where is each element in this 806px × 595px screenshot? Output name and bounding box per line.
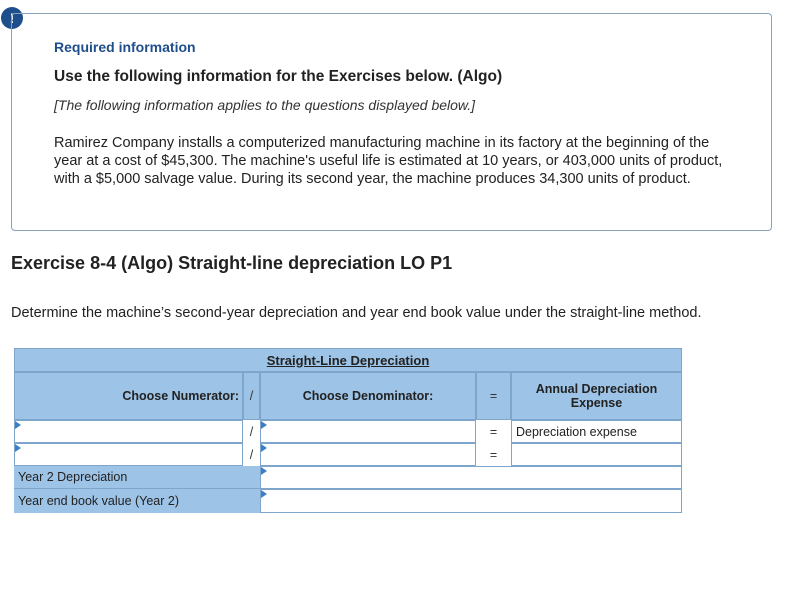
header-equals: = bbox=[476, 372, 511, 420]
dropdown-marker-icon bbox=[261, 421, 267, 429]
row1-slash: / bbox=[249, 424, 254, 439]
year2-depreciation-value bbox=[261, 467, 681, 488]
straight-line-table bbox=[14, 348, 682, 513]
row1-denominator-value bbox=[261, 421, 475, 442]
instructions-heading: Use the following information for the Exercises below. (Algo) bbox=[54, 68, 503, 85]
row2-result-cell bbox=[511, 443, 682, 466]
row1-equals: = bbox=[489, 424, 498, 439]
bookvalue-input[interactable] bbox=[260, 489, 682, 513]
dropdown-marker-icon bbox=[261, 490, 267, 498]
bookvalue-value bbox=[261, 490, 681, 512]
row1-numerator-value bbox=[15, 421, 242, 442]
row2-numerator-value bbox=[15, 444, 242, 465]
bookvalue-label: Year end book value (Year 2) bbox=[14, 489, 260, 513]
table-title: Straight-Line Depreciation bbox=[266, 352, 430, 368]
row1-denominator-select[interactable] bbox=[260, 420, 476, 443]
applies-note: [The following information applies to the questions displayed below.] bbox=[54, 97, 476, 113]
dropdown-marker-icon bbox=[15, 444, 21, 452]
question-text: Determine the machine’s second-year depreciation and year end book value under the straight-line method. bbox=[11, 305, 702, 321]
year2-depreciation-input[interactable] bbox=[260, 466, 682, 489]
dropdown-marker-icon bbox=[15, 421, 21, 429]
row2-denominator-select[interactable] bbox=[260, 443, 476, 466]
numerator-header: Choose Numerator: bbox=[14, 372, 243, 420]
denominator-header: Choose Denominator: bbox=[260, 372, 476, 420]
dropdown-marker-icon bbox=[261, 467, 267, 475]
required-information-heading: Required information bbox=[54, 39, 196, 55]
result-header: Annual Depreciation Expense bbox=[511, 372, 682, 420]
row2-slash: / bbox=[249, 447, 254, 462]
dropdown-marker-icon bbox=[261, 444, 267, 452]
row1-numerator-select[interactable] bbox=[14, 420, 243, 443]
year2-depreciation-label: Year 2 Depreciation bbox=[14, 466, 260, 489]
problem-text: Ramirez Company installs a computerized manufacturing machine in its factory at the beginning of the year at a cost of $45,300. The machine's useful life is estimated at 10 years, or 403,000 units of product, with a $5,000 salvage value. During its second year, the machine produces 34,300 units of product. bbox=[54, 135, 723, 187]
row2-equals: = bbox=[489, 447, 498, 462]
table-title-cell bbox=[14, 348, 682, 372]
row2-numerator-select[interactable] bbox=[14, 443, 243, 466]
exercise-title: Exercise 8-4 (Algo) Straight-line depreciation LO P1 bbox=[11, 253, 453, 273]
row1-result-label: Depreciation expense bbox=[511, 420, 682, 443]
row2-denominator-value bbox=[261, 444, 475, 465]
header-slash: / bbox=[243, 372, 260, 420]
alert-icon: ! bbox=[1, 7, 23, 29]
